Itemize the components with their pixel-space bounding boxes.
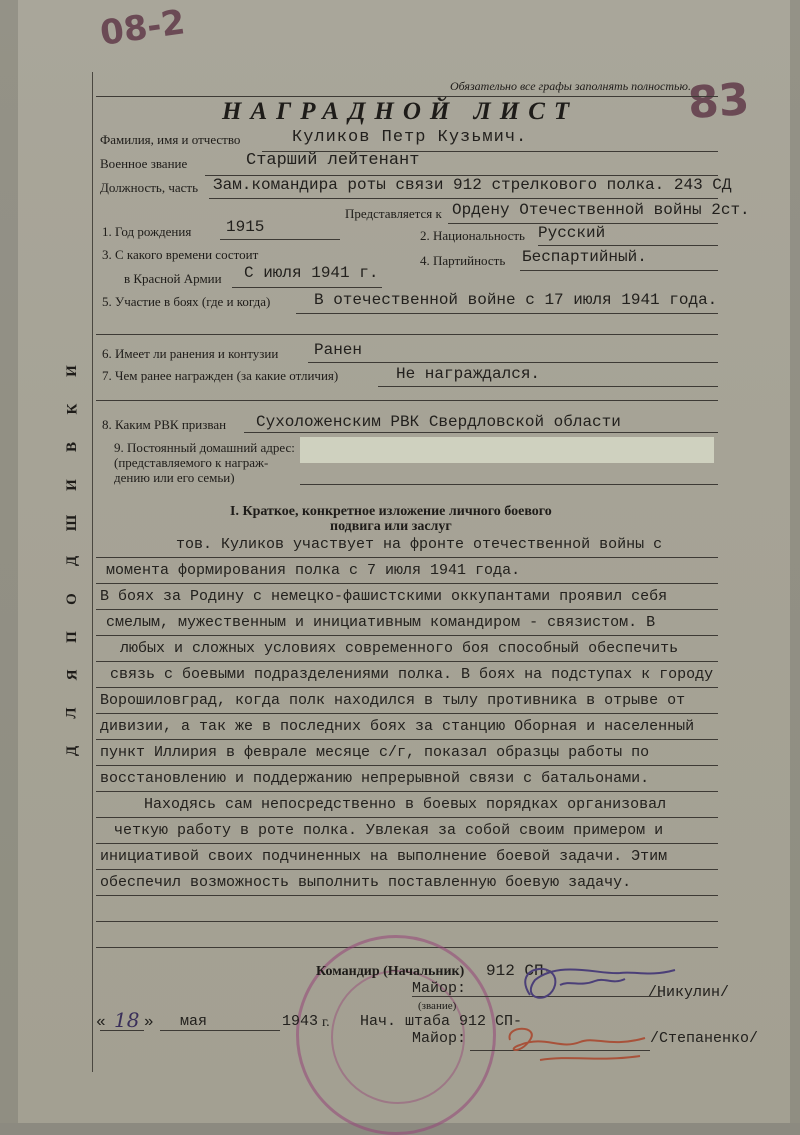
feat-underline bbox=[96, 869, 718, 870]
feat-line: инициативой своих подчиненных на выполнение боевой задачи. Этим bbox=[100, 848, 668, 865]
name-value: Куликов Петр Кузьмич. bbox=[292, 128, 528, 147]
feat-line: связь с боевыми подразделениями полка. В боях на подступах к городу bbox=[110, 666, 714, 683]
awards-label: 7. Чем ранее награжден (за какие отличия) bbox=[102, 368, 339, 383]
feat-line: любых и сложных условиях современного боя способный обеспечить bbox=[120, 640, 679, 657]
feat-underline bbox=[96, 791, 718, 792]
date-open-quote: « bbox=[96, 1013, 106, 1031]
vertical-letter: В bbox=[63, 441, 80, 453]
section-title-line2: подвига или заслуг bbox=[330, 519, 452, 534]
date-month: мая bbox=[180, 1013, 208, 1030]
vertical-letter: Ш bbox=[63, 514, 80, 532]
position-label: Должность, часть bbox=[100, 180, 199, 195]
feat-line: Ворошиловград, когда полк находился в тылу противника в отрыве от bbox=[100, 692, 686, 709]
wounds-value: Ранен bbox=[314, 341, 363, 359]
staff-chief-signature bbox=[500, 1020, 650, 1070]
top-instruction: Обязательно все графы заполнять полностью. bbox=[450, 79, 691, 93]
since-label-line1: 3. С какого времени состоит bbox=[102, 247, 259, 262]
feat-line: пункт Иллирия в феврале месяце с/г, показал образцы работы по bbox=[100, 744, 650, 761]
address-label-line2: (представляемого к награж- bbox=[114, 455, 269, 470]
feat-underline bbox=[96, 609, 718, 610]
vertical-letter: К bbox=[63, 403, 80, 415]
feat-underline bbox=[96, 739, 718, 740]
feat-line: дивизии, а так же в последних боях за станцию Оборная и населенный bbox=[100, 718, 695, 735]
battles-label: 5. Участие в боях (где и когда) bbox=[102, 294, 271, 309]
rvk-underline bbox=[244, 432, 718, 433]
feat-underline bbox=[96, 713, 718, 714]
rank-label: Военное звание bbox=[100, 156, 188, 171]
feat-blank-line bbox=[96, 921, 718, 922]
battles-underline bbox=[296, 313, 718, 314]
staff-chief-rank: Майор: bbox=[412, 1030, 467, 1047]
name-label: Фамилия, имя и отчество bbox=[100, 132, 241, 147]
feat-underline bbox=[96, 583, 718, 584]
nationality-underline bbox=[538, 245, 718, 246]
rank-value: Старший лейтенант bbox=[246, 151, 420, 170]
birth-value: 1915 bbox=[226, 218, 265, 236]
vertical-letter: Д bbox=[63, 555, 80, 567]
feat-underline bbox=[96, 843, 718, 844]
vertical-letter: П bbox=[63, 631, 80, 643]
nationality-label: 2. Национальность bbox=[420, 228, 525, 243]
feat-underline bbox=[96, 687, 718, 688]
date-day: 18 bbox=[114, 1008, 140, 1032]
birth-label: 1. Год рождения bbox=[102, 224, 192, 239]
date-year: 1943 bbox=[282, 1013, 319, 1030]
feat-line: восстановлению и поддержанию непрерывной связи с батальонами. bbox=[100, 770, 650, 787]
feat-line: Находясь сам непосредственно в боевых порядках организовал bbox=[144, 796, 667, 813]
party-value: Беспартийный. bbox=[522, 248, 647, 266]
awards-value: Не награждался. bbox=[396, 365, 541, 383]
position-value: Зам.командира роты связи 912 стрелкового полка. 243 СД bbox=[213, 176, 732, 194]
vertical-letter: О bbox=[63, 593, 80, 605]
feat-line: обеспечил возможность выполнить поставленную боевую задачу. bbox=[100, 874, 632, 891]
commander-name: /Никулин/ bbox=[648, 984, 730, 1001]
left-edge-shadow bbox=[0, 0, 18, 1123]
top-rule bbox=[96, 96, 718, 97]
feat-underline bbox=[96, 661, 718, 662]
redacted-address-block bbox=[300, 437, 714, 463]
commander-signature bbox=[500, 955, 680, 1015]
address-underline bbox=[300, 484, 718, 485]
date-close-quote: » bbox=[144, 1013, 154, 1031]
right-edge-shadow bbox=[790, 0, 800, 1123]
commander-label: Командир (Начальник) bbox=[316, 964, 465, 979]
presented-label: Представляется к bbox=[345, 206, 442, 221]
commander-unit: 912 СП- bbox=[486, 962, 554, 980]
section-title-line1: I. Краткое, конкретное изложение личного боевого bbox=[230, 504, 552, 519]
date-suffix: г. bbox=[322, 1015, 330, 1030]
birth-underline bbox=[220, 239, 340, 240]
date-day-underline bbox=[100, 1030, 144, 1031]
feat-line: четкую работу в роте полка. Увлекая за собой своим примером и bbox=[114, 822, 664, 839]
document-title: НАГРАДНОЙ ЛИСТ bbox=[222, 98, 579, 125]
battles-extra-line bbox=[96, 334, 718, 335]
rank-caption: (звание) bbox=[418, 1000, 457, 1012]
staff-chief-name: /Степаненко/ bbox=[650, 1030, 759, 1047]
nationality-value: Русский bbox=[538, 224, 606, 242]
rvk-value: Сухоложенским РВК Свердловской области bbox=[256, 413, 621, 431]
vertical-letter: И bbox=[63, 479, 80, 491]
address-label-line1: 9. Постоянный домашний адрес: bbox=[114, 440, 295, 455]
binding-margin-line bbox=[92, 72, 93, 1072]
wounds-underline bbox=[308, 362, 718, 363]
sheet-number: 83 bbox=[686, 73, 751, 130]
vertical-letter: И bbox=[63, 365, 80, 377]
commander-rank: Майор: bbox=[412, 980, 467, 997]
rvk-label: 8. Каким РВК призван bbox=[102, 417, 227, 432]
feat-line: тов. Куликов участвует на фронте отечественной войны с bbox=[176, 536, 663, 553]
position-underline bbox=[209, 198, 718, 199]
awards-underline bbox=[378, 386, 718, 387]
address-label-line3: дению или его семьи) bbox=[114, 470, 235, 485]
since-underline bbox=[232, 287, 382, 288]
since-label-line2: в Красной Армии bbox=[124, 271, 222, 286]
feat-underline bbox=[96, 635, 718, 636]
awards-extra-line bbox=[96, 400, 718, 401]
feat-underline bbox=[96, 895, 718, 896]
margin-archive-number: 08-2 bbox=[97, 2, 188, 54]
since-value: С июля 1941 г. bbox=[244, 264, 379, 282]
party-label: 4. Партийность bbox=[420, 253, 506, 268]
vertical-letter: Я bbox=[64, 669, 80, 681]
feat-underline bbox=[96, 817, 718, 818]
date-month-underline bbox=[160, 1030, 280, 1031]
wounds-label: 6. Имеет ли ранения и контузии bbox=[102, 346, 279, 361]
vertical-letter: Л bbox=[64, 707, 80, 719]
presented-value: Ордену Отечественной войны 2ст. bbox=[452, 201, 750, 219]
staff-chief-label: Нач. штаба 912 СП- bbox=[360, 1013, 523, 1030]
feat-line: смелым, мужественным и инициативным командиром - связистом. В bbox=[106, 614, 656, 631]
feat-underline bbox=[96, 557, 718, 558]
vertical-letter: Д bbox=[63, 745, 80, 757]
feat-underline bbox=[96, 765, 718, 766]
battles-value: В отечественной войне с 17 июля 1941 года. bbox=[314, 291, 718, 309]
feat-line: момента формирования полка с 7 июля 1941 года. bbox=[106, 562, 521, 579]
feat-line: В боях за Родину с немецко-фашистскими оккупантами проявил себя bbox=[100, 588, 668, 605]
vertical-binding-label bbox=[52, 352, 92, 770]
party-underline bbox=[520, 270, 718, 271]
